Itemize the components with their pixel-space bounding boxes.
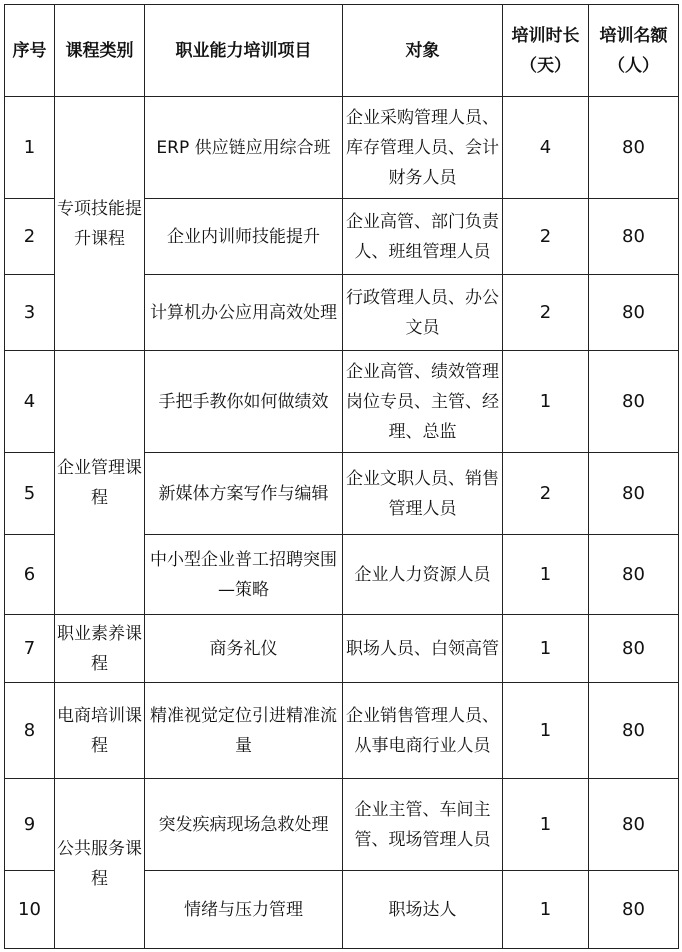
cell-duration: 1 (503, 615, 589, 683)
cell-project: 情绪与压力管理 (145, 871, 343, 949)
cell-target: 企业采购管理人员、库存管理人员、会计财务人员 (343, 97, 503, 199)
cell-duration: 1 (503, 351, 589, 453)
cell-category: 专项技能提升课程 (55, 97, 145, 351)
cell-target: 行政管理人员、办公文员 (343, 275, 503, 351)
cell-target: 企业文职人员、销售管理人员 (343, 453, 503, 535)
cell-target: 企业销售管理人员、从事电商行业人员 (343, 683, 503, 779)
cell-duration: 2 (503, 199, 589, 275)
cell-duration: 2 (503, 275, 589, 351)
cell-target: 企业高管、绩效管理岗位专员、主管、经理、总监 (343, 351, 503, 453)
cell-project: ERP 供应链应用综合班 (145, 97, 343, 199)
table-row (5, 779, 679, 871)
cell-seq: 3 (5, 275, 55, 351)
cell-duration: 1 (503, 535, 589, 615)
cell-quota: 80 (589, 779, 679, 871)
cell-seq: 9 (5, 779, 55, 871)
cell-quota: 80 (589, 351, 679, 453)
cell-quota: 80 (589, 97, 679, 199)
cell-seq: 7 (5, 615, 55, 683)
cell-seq: 8 (5, 683, 55, 779)
header-duration: 培训时长（天） (503, 5, 589, 97)
cell-seq: 6 (5, 535, 55, 615)
cell-quota: 80 (589, 275, 679, 351)
cell-target: 职场人员、白领高管 (343, 615, 503, 683)
cell-seq: 2 (5, 199, 55, 275)
cell-seq: 10 (5, 871, 55, 949)
cell-project: 计算机办公应用高效处理 (145, 275, 343, 351)
cell-target: 企业高管、部门负责人、班组管理人员 (343, 199, 503, 275)
cell-project: 手把手教你如何做绩效 (145, 351, 343, 453)
cell-quota: 80 (589, 871, 679, 949)
cell-duration: 1 (503, 779, 589, 871)
table-row (5, 351, 679, 453)
header-target: 对象 (343, 5, 503, 97)
training-table (4, 4, 679, 949)
cell-duration: 2 (503, 453, 589, 535)
cell-seq: 1 (5, 97, 55, 199)
cell-target: 企业主管、车间主管、现场管理人员 (343, 779, 503, 871)
header-project: 职业能力培训项目 (145, 5, 343, 97)
cell-project: 突发疾病现场急救处理 (145, 779, 343, 871)
cell-duration: 1 (503, 683, 589, 779)
cell-category: 职业素养课程 (55, 615, 145, 683)
header-category: 课程类别 (55, 5, 145, 97)
cell-category: 企业管理课程 (55, 351, 145, 615)
cell-category: 电商培训课程 (55, 683, 145, 779)
cell-quota: 80 (589, 535, 679, 615)
table-row (5, 97, 679, 199)
cell-target: 职场达人 (343, 871, 503, 949)
cell-project: 商务礼仪 (145, 615, 343, 683)
cell-quota: 80 (589, 615, 679, 683)
cell-duration: 4 (503, 97, 589, 199)
cell-quota: 80 (589, 683, 679, 779)
cell-target: 企业人力资源人员 (343, 535, 503, 615)
header-row (5, 5, 679, 97)
cell-project: 精准视觉定位引进精准流量 (145, 683, 343, 779)
header-quota: 培训名额（人） (589, 5, 679, 97)
cell-project: 新媒体方案写作与编辑 (145, 453, 343, 535)
cell-seq: 5 (5, 453, 55, 535)
cell-category: 公共服务课程 (55, 779, 145, 949)
table-row (5, 615, 679, 683)
cell-quota: 80 (589, 453, 679, 535)
cell-seq: 4 (5, 351, 55, 453)
cell-duration: 1 (503, 871, 589, 949)
cell-project: 企业内训师技能提升 (145, 199, 343, 275)
cell-quota: 80 (589, 199, 679, 275)
header-seq: 序号 (5, 5, 55, 97)
cell-project: 中小型企业普工招聘突围—策略 (145, 535, 343, 615)
table-row (5, 683, 679, 779)
